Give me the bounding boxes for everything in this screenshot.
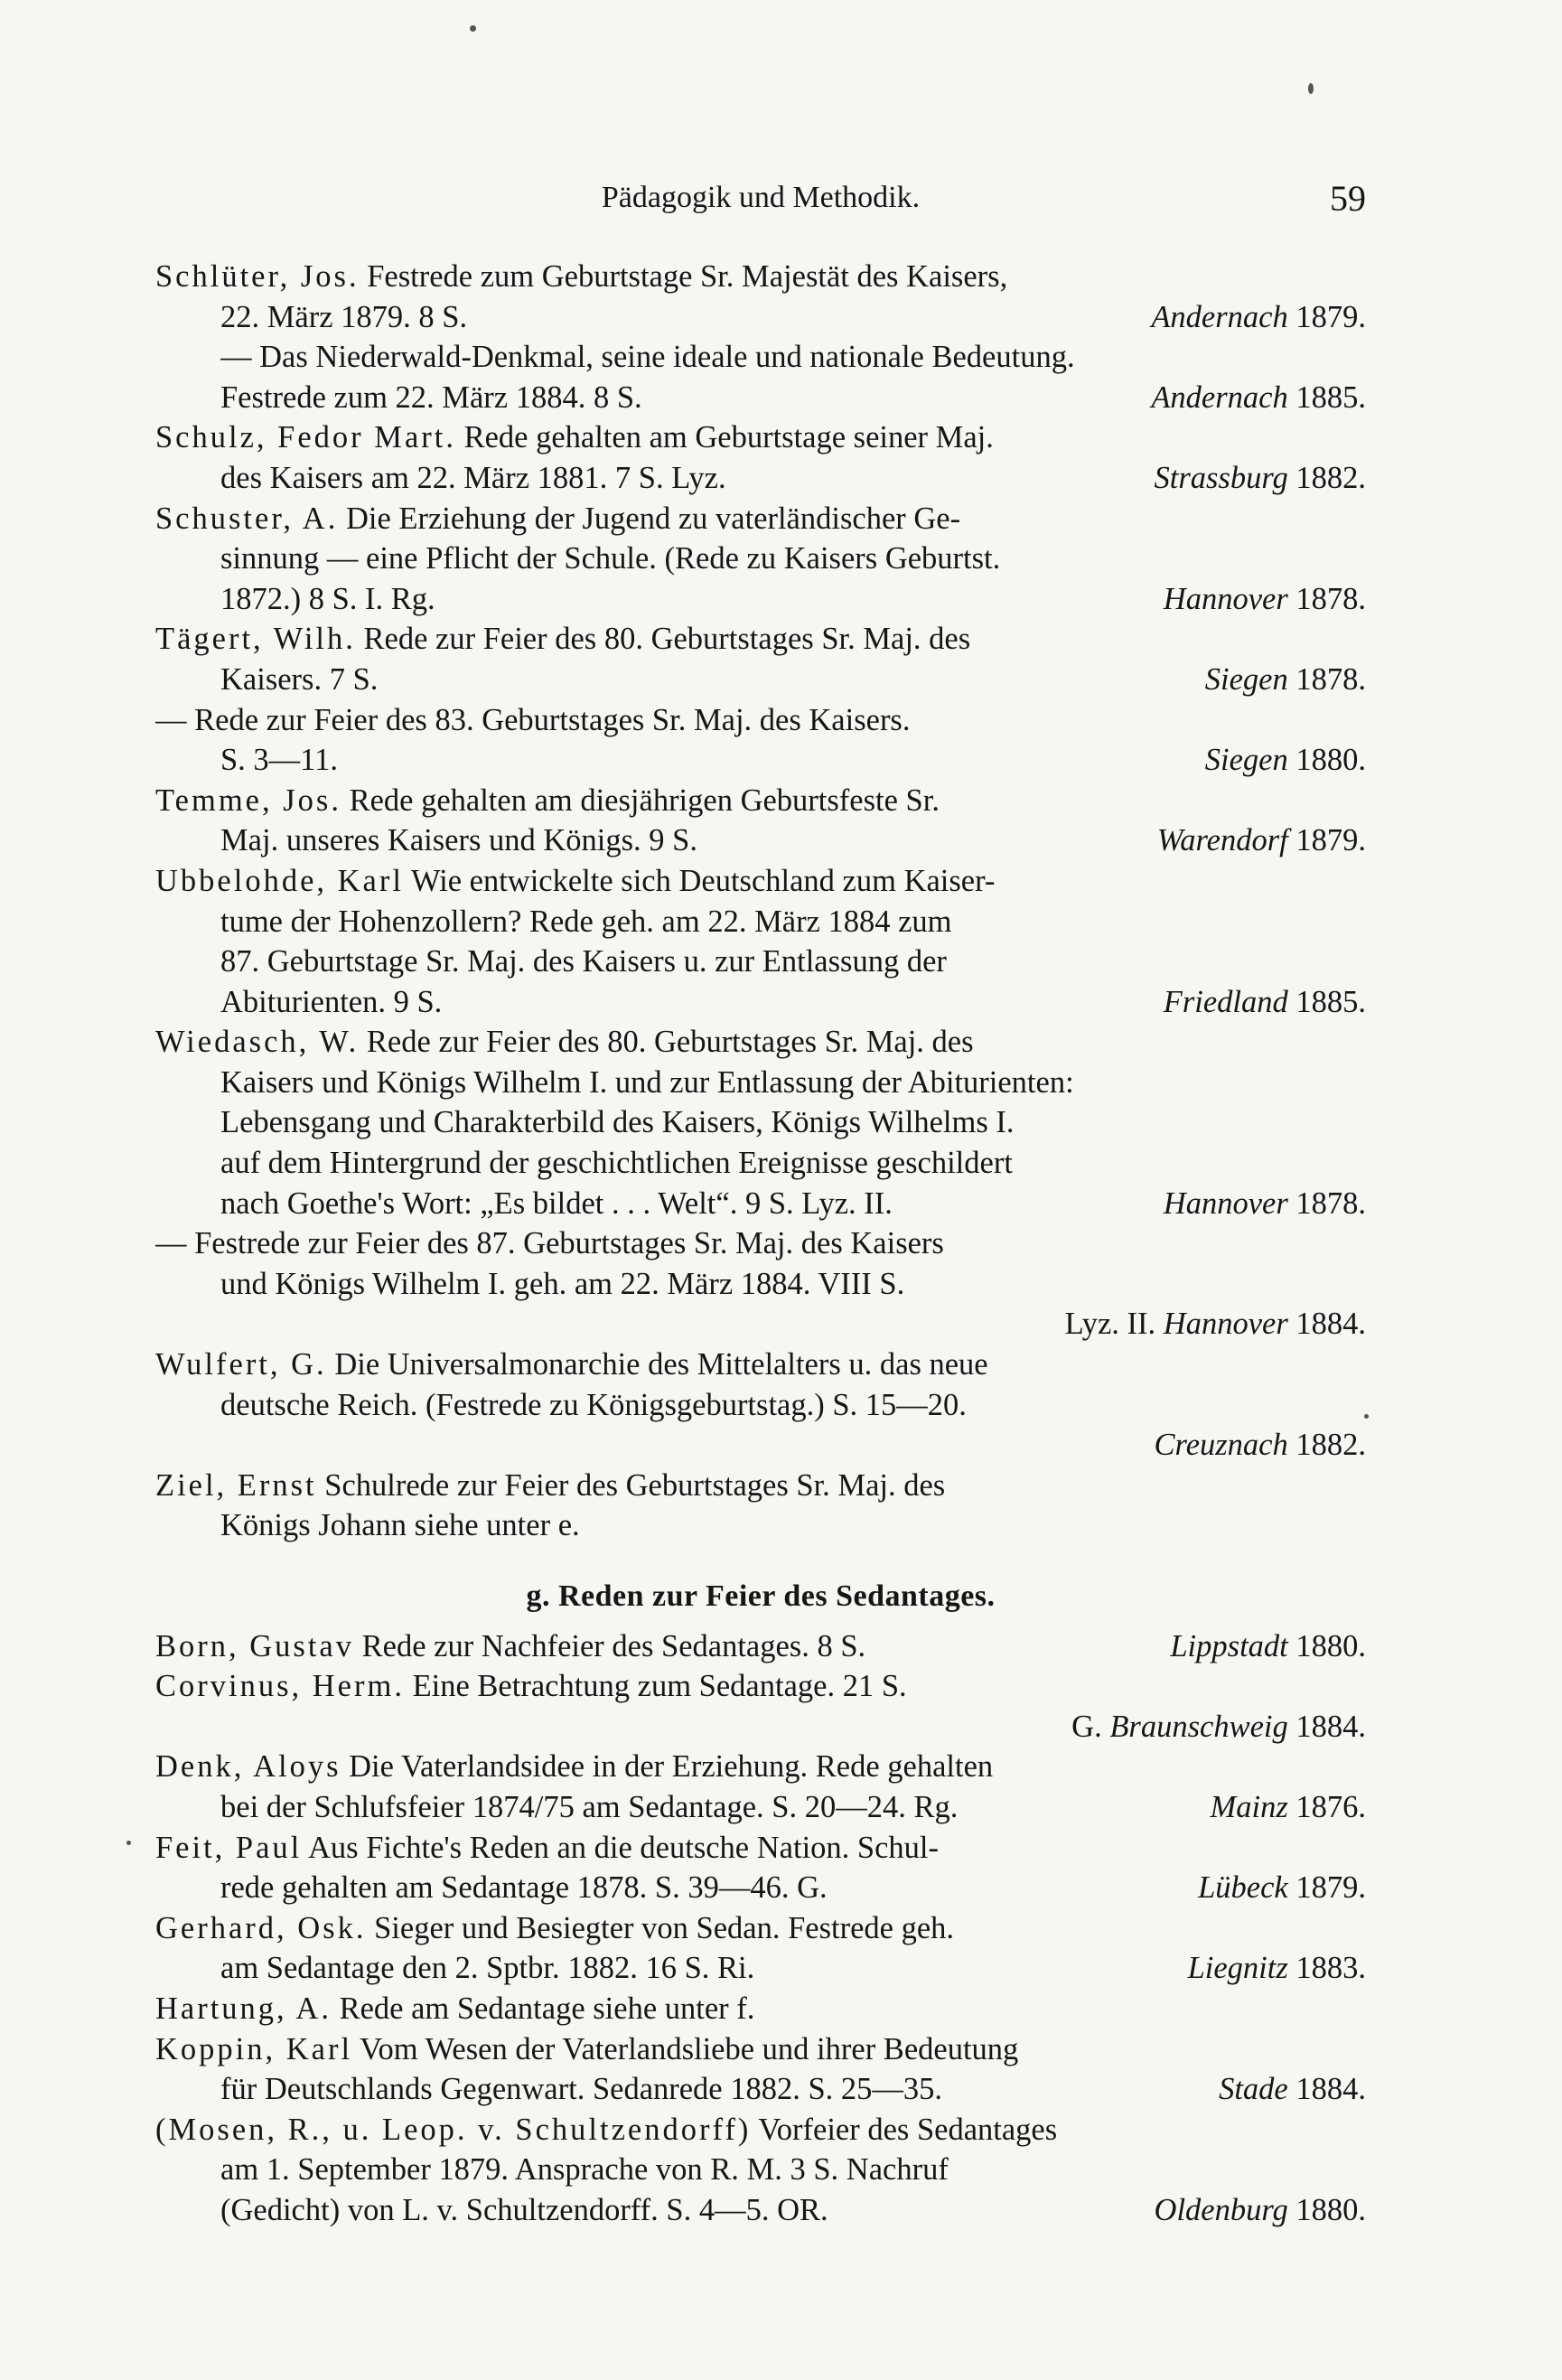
entry-text: [220, 579, 1155, 620]
entry-continuation-line: [155, 1505, 1366, 1546]
publication-year: 1879.: [1287, 1870, 1366, 1906]
publication-info: [1155, 579, 1366, 620]
print-speck: [1308, 83, 1314, 94]
place-name: Strassburg: [1154, 460, 1288, 495]
publication-info: [1155, 982, 1366, 1023]
entry-continuation-line: [155, 1063, 1366, 1103]
publication-year: 1884.: [1287, 2072, 1366, 2107]
entry-text: [220, 902, 1366, 942]
entry-body-text: Rede gehalten am diesjährigen Geburtsfeste Sr.: [341, 782, 940, 818]
place-name: Hannover: [1163, 1185, 1288, 1221]
place-name: Hannover: [1163, 1307, 1288, 1342]
entry-text: [155, 781, 1366, 821]
entry-continuation-line: [155, 1385, 1366, 1426]
publication-year: 1878.: [1287, 661, 1366, 697]
entry-body-text: Aus Fichte's Reden an die deutsche Nation. Schul-: [302, 1830, 939, 1865]
entry-text: [220, 2190, 1146, 2231]
entry-body-text: 1872.) 8 S. I. Rg.: [220, 581, 435, 616]
entry-line: [155, 2029, 1366, 2070]
entry-body-text: S. 3—11.: [220, 743, 339, 778]
entry-continuation-line: [155, 1102, 1366, 1143]
publication-info: [1196, 740, 1366, 781]
author-name: Ubbelohde, Karl: [155, 863, 404, 898]
entry-body-text: — Rede zur Feier des 83. Geburtstages Sr. Maj. des Kaisers.: [155, 702, 911, 737]
entry-body-text: und Königs Wilhelm I. geh. am 22. März 1884. VIII S.: [220, 1266, 905, 1301]
entry-continuation-line: [155, 1184, 1366, 1224]
entry-continuation-line: [155, 1223, 1366, 1264]
entry-text: [220, 2150, 1366, 2190]
entry-continuation-line: [155, 1948, 1366, 1989]
bibliography-list: [155, 257, 1366, 2231]
entry-line: [155, 1466, 1366, 1506]
entry-continuation-line: [155, 2190, 1366, 2231]
publication-year: 1878.: [1287, 581, 1366, 616]
publication-year: 1885.: [1287, 379, 1366, 415]
publication-year: 1880.: [1287, 743, 1366, 778]
entry-body-text: — Festrede zur Feier des 87. Geburtstages Sr. Maj. des Kaisers: [155, 1226, 944, 1261]
entry-body-text: Festrede zum 22. März 1884. 8 S.: [220, 379, 642, 415]
entry-continuation-line: [155, 700, 1366, 741]
entry-body-text: (Gedicht) von L. v. Schultzendorff. S. 4—5. OR.: [220, 2192, 828, 2227]
entry-continuation-line: [155, 579, 1366, 620]
entry-continuation-line: [155, 1707, 1366, 1748]
entry-text: [220, 1425, 1146, 1466]
entry-text: [220, 1948, 1179, 1989]
publication-info: [1062, 1707, 1366, 1748]
entry-continuation-line: [155, 1868, 1366, 1908]
entry-line: [155, 1989, 1366, 2029]
entry-continuation-line: [155, 1425, 1366, 1466]
entry-body-text: Rede zur Feier des 80. Geburtstages Sr. Maj. des: [359, 1025, 974, 1060]
school-abbrev: G.: [1071, 1709, 1110, 1744]
entry-text: [155, 1466, 1366, 1506]
running-title: Pädagogik und Methodik.: [601, 181, 921, 214]
entry-body-text: am Sedantage den 2. Sptbr. 1882. 16 S. Ri.: [220, 1951, 755, 1986]
entry-body-text: Vom Wesen der Vaterlandsliebe und ihrer Bedeutung: [352, 2031, 1019, 2066]
entry-continuation-line: [155, 902, 1366, 942]
entry-line: [155, 1747, 1366, 1787]
entry-body-text: Die Universalmonarchie des Mittelalters u. das neue: [326, 1347, 988, 1382]
entry-line: [155, 257, 1366, 297]
publication-year: 1879.: [1287, 299, 1366, 334]
entry-continuation-line: [155, 942, 1366, 982]
entry-text: [220, 458, 1145, 499]
author-name: Koppin, Karl: [155, 2031, 353, 2066]
entry-body-text: Rede gehalten am Geburtstage seiner Maj.: [455, 420, 994, 455]
entry-body-text: sinnung — eine Pflicht der Schule. (Rede zu Kaisers Geburtst.: [220, 541, 1001, 576]
entry-line: [155, 781, 1366, 821]
entry-text: [155, 861, 1366, 902]
author-name: Tägert, Wilh.: [155, 622, 356, 657]
entry-line: [155, 2110, 1366, 2150]
entry-continuation-line: [155, 1143, 1366, 1184]
entry-text: [155, 1345, 1366, 1385]
entry-body-text: Lebensgang und Charakterbild des Kaisers, Königs Wilhelms I.: [220, 1105, 1015, 1140]
entry-text: [155, 499, 1366, 539]
entry-text: [155, 1666, 1366, 1707]
entry-line: [155, 1022, 1366, 1063]
entry-text: [155, 1908, 1366, 1949]
author-name: Schuster, A.: [155, 501, 339, 536]
publication-year: 1876.: [1287, 1789, 1366, 1824]
entry-text: [155, 1747, 1366, 1787]
entry-body-text: für Deutschlands Gegenwart. Sedanrede 1882. S. 25—35.: [220, 2072, 943, 2107]
entry-body-text: Königs Johann siehe unter e.: [220, 1508, 580, 1543]
entry-text: [220, 297, 1142, 338]
publication-year: 1879.: [1287, 823, 1366, 858]
entry-text: [220, 1184, 1155, 1224]
place-name: Andernach: [1151, 299, 1288, 334]
entry-line: [155, 1666, 1366, 1707]
entry-text: [155, 1989, 1366, 2029]
entry-line: [155, 417, 1366, 458]
author-name: Ziel, Ernst: [155, 1467, 317, 1503]
entry-body-text: Rede am Sedantage siehe unter f.: [331, 1991, 755, 2026]
publication-year: 1880.: [1287, 1628, 1366, 1663]
entry-continuation-line: [155, 1787, 1366, 1828]
print-speck: [126, 1841, 131, 1845]
entry-line: [155, 1828, 1366, 1869]
entry-text: [220, 539, 1366, 579]
entry-text: [220, 378, 1142, 418]
entry-body-text: 87. Geburtstage Sr. Maj. des Kaisers u. zur Entlassung der: [220, 944, 947, 979]
author-name: Schlüter, Jos.: [155, 259, 360, 294]
entry-body-text: — Das Niederwald-Denkmal, seine ideale und nationale Bedeutung.: [220, 340, 1075, 375]
entry-continuation-line: [155, 820, 1366, 861]
publication-year: 1882.: [1287, 460, 1366, 495]
publication-info: [1155, 1184, 1366, 1224]
publication-year: 1882.: [1287, 1428, 1366, 1463]
place-name: Lippstadt: [1170, 1628, 1288, 1663]
entry-line: [155, 1908, 1366, 1949]
entry-body-text: bei der Schlufsfeier 1874/75 am Sedantage. S. 20—24. Rg.: [220, 1789, 959, 1824]
publication-info: [1196, 660, 1366, 700]
entry-text: [220, 942, 1366, 982]
publication-info: [1148, 820, 1366, 861]
publication-year: 1883.: [1287, 1951, 1366, 1986]
place-name: Andernach: [1151, 379, 1288, 415]
publication-year: 1884.: [1287, 1709, 1366, 1744]
author-name: Gerhard, Osk.: [155, 1910, 367, 1945]
author-name: Schulz, Fedor Mart.: [155, 420, 456, 455]
entry-text: [155, 2110, 1366, 2150]
place-name: Stade: [1219, 2072, 1288, 2107]
entry-text: [220, 740, 1196, 781]
school-abbrev: Lyz. II.: [1064, 1307, 1164, 1342]
place-name: Warendorf: [1156, 823, 1288, 858]
entry-body-text: Maj. unseres Kaisers und Königs. 9 S.: [220, 823, 697, 858]
entry-text: [220, 1063, 1366, 1103]
entry-continuation-line: [155, 378, 1366, 418]
publication-info: [1146, 2190, 1366, 2231]
entry-text: [220, 1868, 1189, 1908]
entry-body-text: des Kaisers am 22. März 1881. 7 S. Lyz.: [220, 460, 726, 495]
entry-body-text: nach Goethe's Wort: „Es bildet . . . Welt“. 9 S. Lyz. II.: [220, 1185, 893, 1221]
place-name: Mainz: [1210, 1789, 1288, 1824]
entry-continuation-line: [155, 539, 1366, 579]
entry-text: [155, 1828, 1366, 1869]
entry-body-text: Die Erziehung der Jugend zu vaterländischer Ge-: [338, 501, 961, 536]
entry-body-text: am 1. September 1879. Ansprache von R. M. 3 S. Nachruf: [220, 2152, 949, 2188]
entry-text: [220, 1264, 1366, 1305]
entry-text: [220, 337, 1366, 378]
author-name: Denk, Aloys: [155, 1749, 341, 1785]
publication-info: [1210, 2069, 1366, 2110]
entry-text: [155, 1223, 1366, 1264]
entry-continuation-line: [155, 297, 1366, 338]
publication-info: [1202, 1787, 1367, 1828]
entry-continuation-line: [155, 982, 1366, 1023]
publication-year: 1885.: [1287, 984, 1366, 1019]
entry-continuation-line: [155, 1264, 1366, 1305]
publication-info: [1056, 1304, 1366, 1345]
author-name: Born, Gustav: [155, 1628, 354, 1663]
entry-body-text: Kaisers. 7 S.: [220, 661, 379, 697]
entry-body-text: Sieger und Besiegter von Sedan. Festrede geh.: [366, 1910, 955, 1945]
place-name: Braunschweig: [1109, 1709, 1288, 1744]
place-name: Lübeck: [1198, 1870, 1288, 1906]
publication-info: [1161, 1626, 1366, 1667]
entry-body-text: Wie entwickelte sich Deutschland zum Kaiser-: [403, 863, 996, 898]
print-speck: [470, 25, 476, 32]
author-name: Temme, Jos.: [155, 782, 341, 818]
entry-text: [155, 700, 1366, 741]
entry-continuation-line: [155, 740, 1366, 781]
publication-info: [1179, 1948, 1366, 1989]
entry-continuation-line: [155, 2150, 1366, 2190]
author-name: Wulfert, G.: [155, 1347, 327, 1382]
page-number: 59: [1330, 178, 1366, 219]
entry-text: [220, 2069, 1210, 2110]
entry-line: [155, 861, 1366, 902]
entry-body-text: 22. März 1879. 8 S.: [220, 299, 468, 334]
entry-text: [155, 257, 1366, 297]
entry-text: [155, 1626, 1161, 1667]
entry-continuation-line: [155, 660, 1366, 700]
print-speck: [1364, 1414, 1369, 1419]
entry-text: [155, 1022, 1366, 1063]
place-name: Hannover: [1163, 581, 1288, 616]
entry-text: [220, 1385, 1366, 1426]
entry-body-text: deutsche Reich. (Festrede zu Königsgeburtstag.) S. 15—20.: [220, 1387, 967, 1422]
entries-section-f: [155, 257, 1366, 1546]
entry-continuation-line: [155, 2069, 1366, 2110]
entry-body-text: tume der Hohenzollern? Rede geh. am 22. März 1884 zum: [220, 904, 952, 939]
entry-body-text: Rede zur Nachfeier des Sedantages. 8 S.: [354, 1628, 866, 1663]
entry-body-text: Schulrede zur Feier des Geburtstages Sr. Maj. des: [316, 1467, 946, 1503]
page-header: [155, 177, 1366, 222]
author-name: Corvinus, Herm.: [155, 1669, 405, 1704]
entry-body-text: Eine Betrachtung zum Sedantage. 21 S.: [404, 1669, 907, 1704]
entry-continuation-line: [155, 337, 1366, 378]
entry-text: [220, 1787, 1202, 1828]
entry-body-text: Festrede zum Geburtstage Sr. Majestät des Kaisers,: [359, 259, 1008, 294]
publication-info: [1146, 1425, 1366, 1466]
entry-line: [155, 499, 1366, 539]
entry-text: [220, 982, 1155, 1023]
entry-text: [220, 1304, 1056, 1345]
place-name: Oldenburg: [1154, 2192, 1288, 2227]
entry-text: [220, 1102, 1366, 1143]
publication-info: [1189, 1868, 1366, 1908]
publication-year: 1884.: [1287, 1307, 1366, 1342]
place-name: Siegen: [1204, 743, 1288, 778]
entry-body-text: Vorfeier des Sedantages: [751, 2112, 1058, 2147]
section-heading: g. Reden zur Feier des Sedantages.: [526, 1579, 996, 1613]
entry-line: [155, 1626, 1366, 1667]
entry-line: [155, 1345, 1366, 1385]
publication-year: 1880.: [1287, 2192, 1366, 2227]
entry-continuation-line: [155, 458, 1366, 499]
publication-info: [1145, 458, 1366, 499]
entry-text: [155, 2029, 1366, 2070]
entry-text: [220, 1143, 1366, 1184]
place-name: Liegnitz: [1187, 1951, 1288, 1986]
entry-body-text: auf dem Hintergrund der geschichtlichen Ereignisse geschildert: [220, 1146, 1013, 1181]
entry-body-text: Abiturienten. 9 S.: [220, 984, 443, 1019]
author-name: (Mosen, R., u. Leop. v. Schultzendorff): [155, 2112, 752, 2147]
publication-info: [1142, 297, 1366, 338]
publication-year: 1878.: [1287, 1185, 1366, 1221]
entries-section-g: [155, 1626, 1366, 2231]
entry-line: [155, 619, 1366, 660]
place-name: Siegen: [1204, 661, 1288, 697]
entry-text: [220, 660, 1196, 700]
place-name: Friedland: [1163, 984, 1288, 1019]
entry-text: [220, 1707, 1062, 1748]
entry-text: [155, 417, 1366, 458]
entry-continuation-line: [155, 1304, 1366, 1345]
author-name: Wiedasch, W.: [155, 1025, 360, 1060]
publication-info: [1142, 378, 1366, 418]
author-name: Feit, Paul: [155, 1830, 303, 1865]
entry-text: [155, 619, 1366, 660]
entry-body-text: Die Vaterlandsidee in der Erziehung. Rede gehalten: [341, 1749, 994, 1785]
entry-body-text: Rede zur Feier des 80. Geburtstages Sr. Maj. des: [355, 622, 971, 657]
entry-text: [220, 820, 1148, 861]
place-name: Creuznach: [1154, 1428, 1288, 1463]
entry-body-text: rede gehalten am Sedantage 1878. S. 39—46. G.: [220, 1870, 828, 1906]
entry-text: [220, 1505, 1366, 1546]
entry-body-text: Kaisers und Königs Wilhelm I. und zur Entlassung der Abiturienten:: [220, 1064, 1074, 1100]
author-name: Hartung, A.: [155, 1991, 332, 2026]
